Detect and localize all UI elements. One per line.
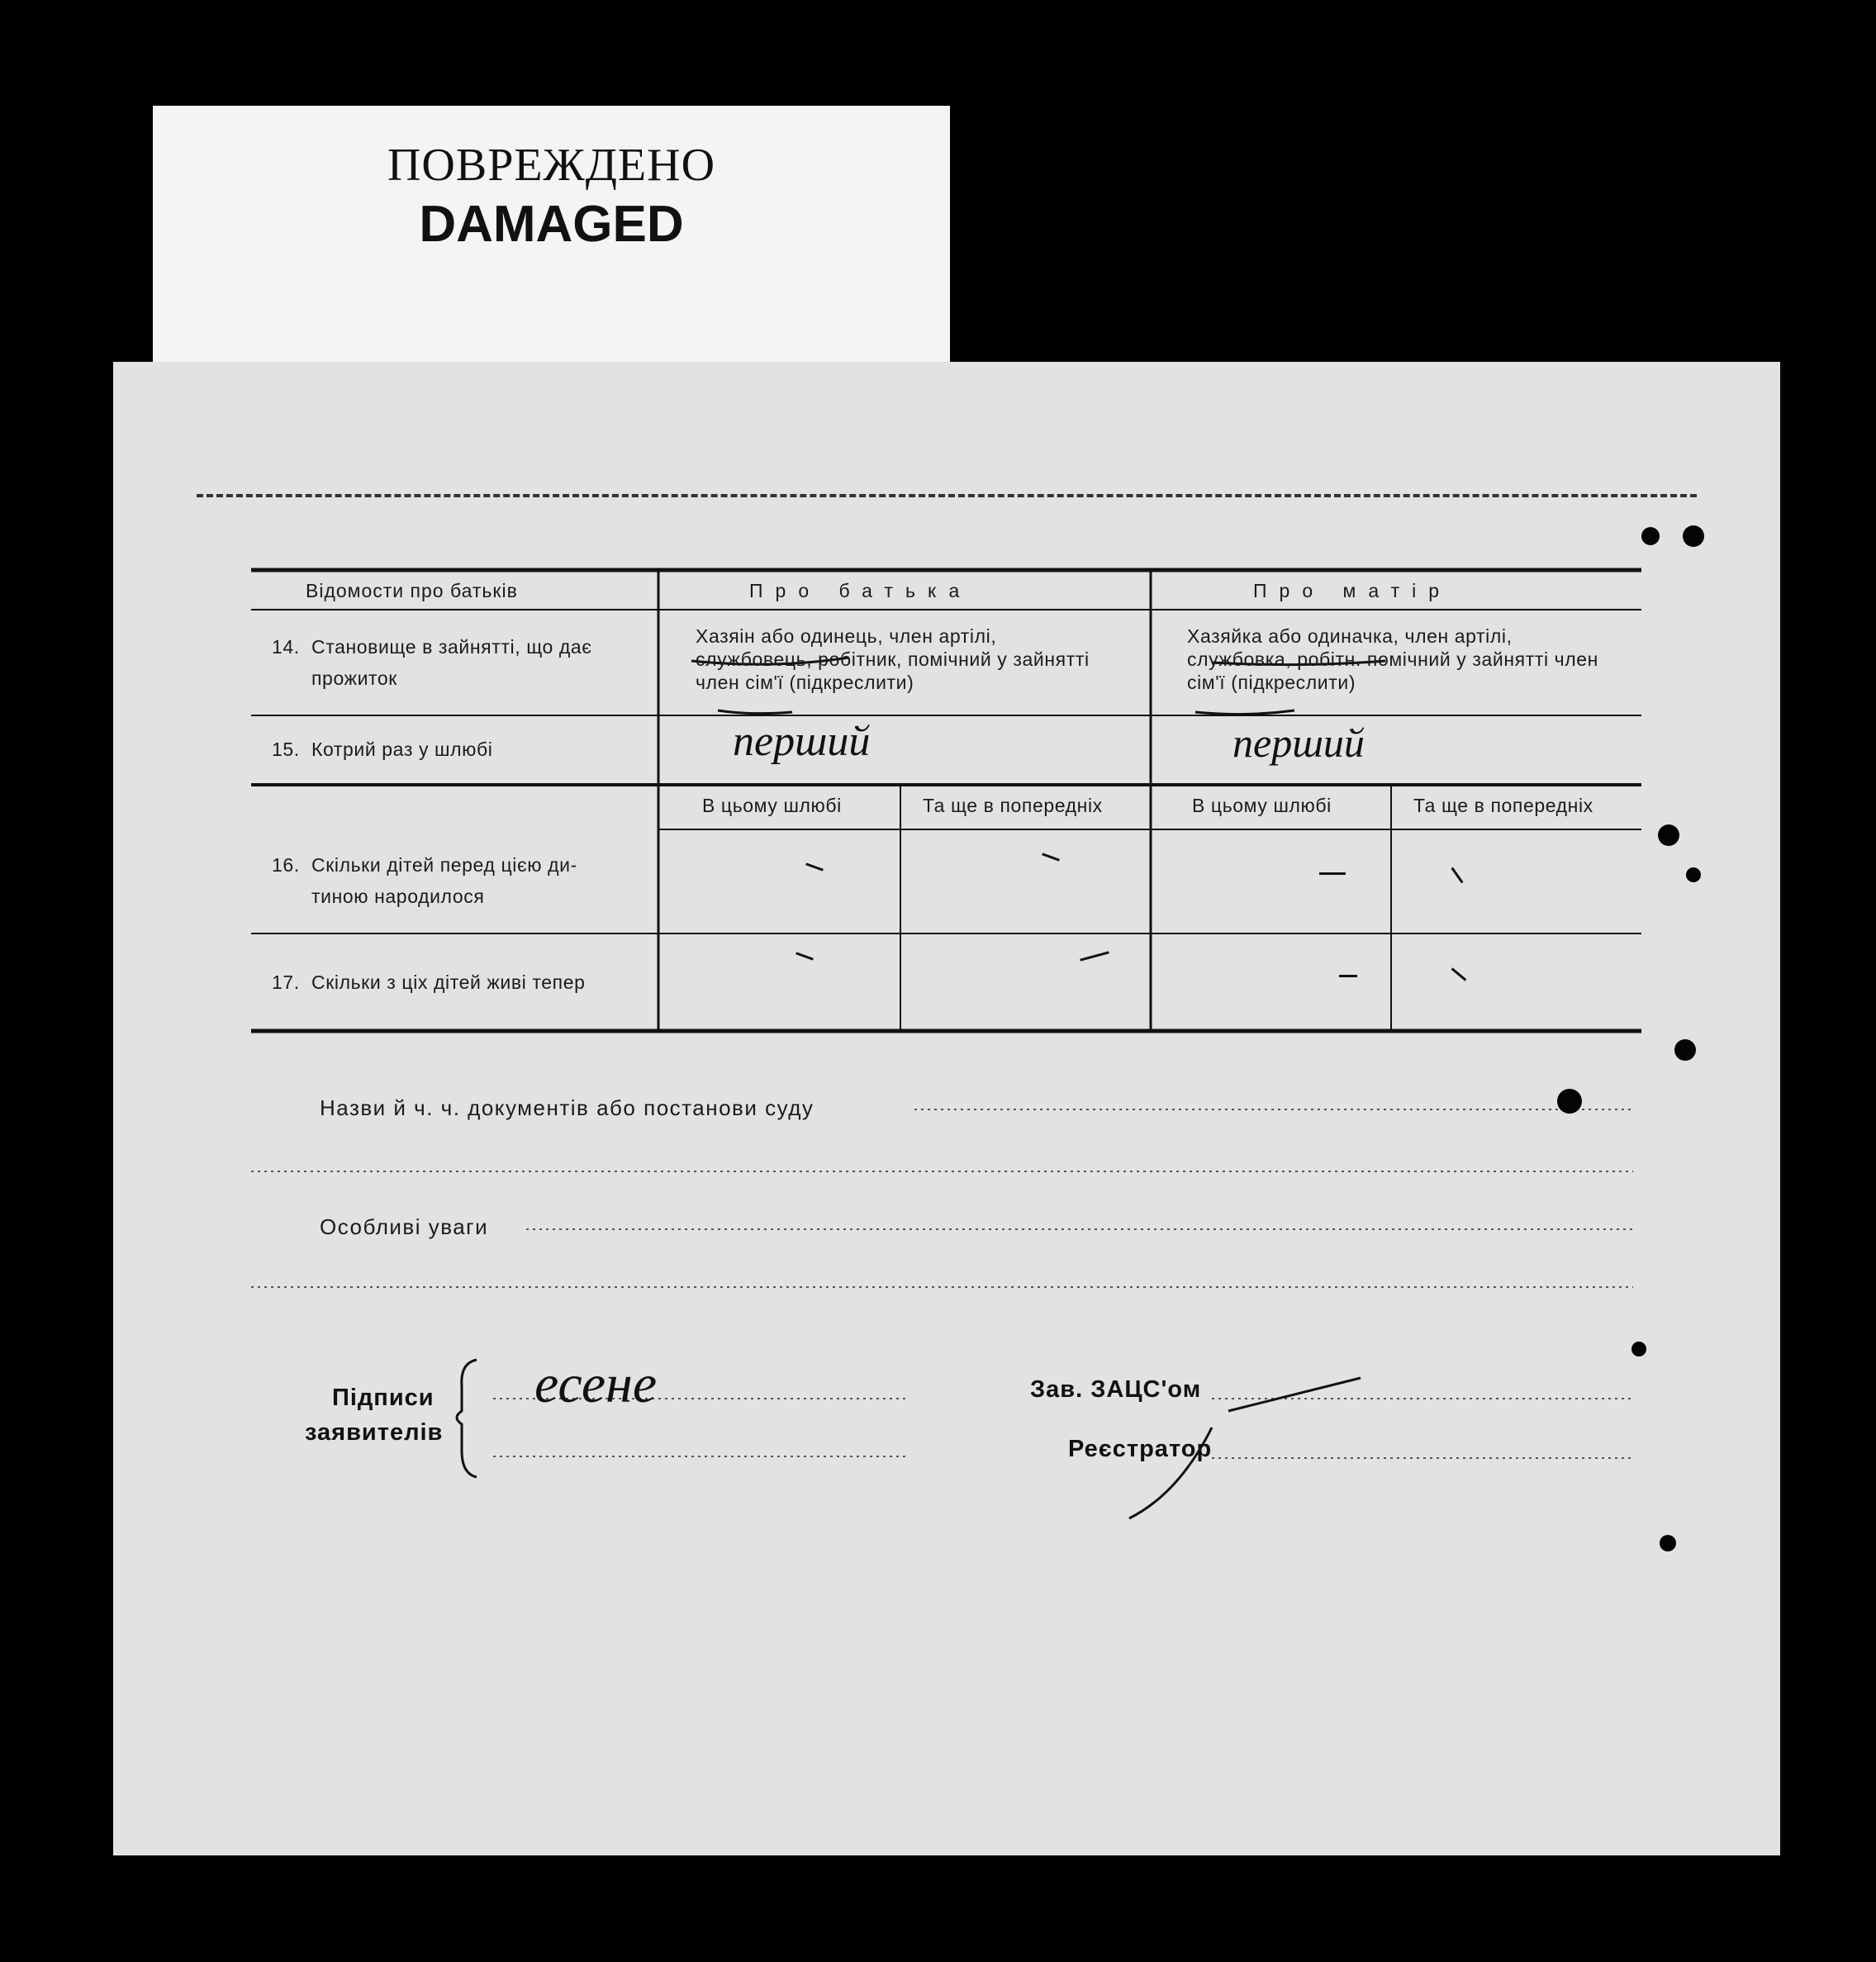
dash-mark-mother-this-living <box>1339 975 1357 977</box>
subheader-mother-this-marriage: В цьому шлюбі <box>1192 795 1332 816</box>
row15-father-value: перший <box>733 718 871 765</box>
subheader-father-previous: Та ще в попередніх <box>923 795 1103 816</box>
punch-hole <box>1557 1089 1582 1114</box>
damaged-label-card <box>153 106 950 378</box>
remarks-label: Особливі уваги <box>320 1214 489 1239</box>
header-info-column: Відомости про батьків <box>306 580 518 601</box>
dash-mark-mother-this <box>1319 872 1346 875</box>
punch-hole <box>1683 525 1704 547</box>
subheader-mother-previous: Та ще в попередніх <box>1413 795 1593 816</box>
row17-label: Скільки з ціх дітей живі тепер <box>311 971 586 993</box>
row17-number: 17. <box>272 971 300 993</box>
punch-hole <box>1631 1342 1646 1356</box>
punch-hole <box>1660 1535 1676 1551</box>
damaged-label-ukrainian: ПОВРЕЖДЕНО <box>387 140 716 191</box>
applicants-label-line2: заявителів <box>305 1419 444 1446</box>
header-mother-column: Про матір <box>1253 580 1452 601</box>
applicant-signature: есене <box>534 1354 658 1414</box>
documents-label: Назви й ч. ч. документів або постанови суду <box>320 1095 815 1120</box>
subheader-father-this-marriage: В цьому шлюбі <box>702 795 842 816</box>
row16-number: 16. <box>272 854 300 876</box>
row14-label-line2: прожиток <box>311 667 397 689</box>
form-sheet <box>113 362 1780 1855</box>
row15-number: 15. <box>272 739 300 760</box>
row14-mother-options: Хазяйка або одиначка, член артілі, службовка, робітн. помічний у зайнятті член сім'ї (підкреслити) <box>1187 625 1598 693</box>
header-father-column: Про батька <box>749 580 972 601</box>
damaged-label-english: DAMAGED <box>419 196 684 253</box>
row14-label-line1: Становище в зайнятті, що дає <box>311 636 592 658</box>
row16-label-line1: Скільки дітей перед цією ди- <box>311 854 577 876</box>
punch-hole <box>1674 1039 1696 1061</box>
head-of-registry-label: Зав. ЗАЦС'ом <box>1030 1376 1202 1403</box>
row16-label-line2: тиною народилося <box>311 886 485 907</box>
registrar-label: Реєстратор <box>1068 1436 1213 1462</box>
row15-mother-value: перший <box>1232 720 1365 766</box>
applicants-label-line1: Підписи <box>332 1385 435 1411</box>
row14-father-options: Хазяін або одинець, член артілі, службовець, робітник, помічний у зайнятті член сім'ї (підкреслити) <box>696 625 1090 693</box>
row15-label: Котрий раз у шлюбі <box>311 739 493 760</box>
punch-hole <box>1641 527 1660 545</box>
punch-hole <box>1658 824 1679 846</box>
row14-number: 14. <box>272 636 300 658</box>
punch-hole <box>1686 867 1701 882</box>
